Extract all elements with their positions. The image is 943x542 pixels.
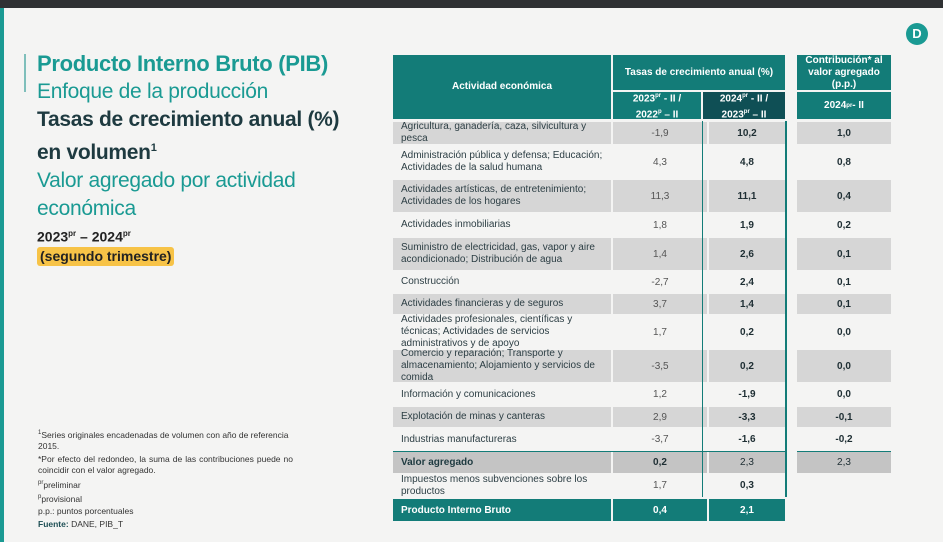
contribution-cell: 0,1 — [797, 238, 891, 270]
header-growth-2023: $2023^{pr}$ - II / 2022$^p$ – II — [613, 92, 701, 119]
slide-edge-accent — [0, 8, 4, 542]
header-contribution-2024: 2024 pr - II — [797, 92, 891, 119]
table-row: Agricultura, ganadería, caza, silvicultura y pesca -1,9 10,2 — [393, 122, 785, 144]
table-row: Comercio y reparación; Transporte y almacenamiento; Alojamiento y servicios de comida -3,5 0,2 — [393, 350, 785, 382]
table-row: Construcción -2,7 2,4 — [401, 276, 754, 288]
contribution-cell: 1,0 — [797, 122, 891, 144]
contribution-cell: 0,0 — [837, 326, 851, 338]
contribution-cell: -0,2 — [835, 434, 853, 445]
contribution-cell: -0,1 — [797, 407, 891, 427]
contribution-cell-total: 2,3 — [797, 452, 891, 473]
quarter-badge: (segundo trimestre) — [37, 247, 174, 266]
dane-logo-icon: D — [906, 23, 928, 45]
footnote-rounding: *Por efecto del redondeo, la suma de las contribuciones puede no coincidir con el valor agregado. — [38, 453, 293, 476]
footnotes — [38, 428, 293, 531]
footnote-pp: p.p.: puntos porcentuales — [38, 506, 134, 517]
table-row: Actividades financieras y de seguros 3,7 1,4 — [393, 294, 785, 314]
page-title: Producto Interno Bruto (PIB) — [37, 51, 329, 76]
contribution-cell: 0,1 — [837, 276, 851, 288]
footnote-provisional: $^p$provisional — [38, 493, 82, 504]
contribution-cell: 0,1 — [797, 294, 891, 314]
table-row: Explotación de minas y canteras 2,9 -3,3 — [393, 407, 785, 427]
table-row-pib: Producto Interno Bruto 0,4 2,1 — [393, 499, 785, 521]
footnote-preliminar: $^{pr}$preliminar — [38, 479, 81, 490]
header-growth: Tasas de crecimiento anual (%) — [613, 55, 785, 90]
subtitle-value-added: Valor agregado por actividad económica — [37, 169, 296, 220]
table-row: Información y comunicaciones 1,2 -1,9 — [401, 388, 756, 400]
column-divider — [702, 121, 703, 497]
contribution-cell: 0,0 — [837, 389, 851, 400]
title-block — [37, 50, 367, 266]
table-row: Actividades inmobiliarias 1,8 1,9 — [401, 219, 754, 231]
header-contribution: Contribución* al valor agregado (p.p.) — [797, 55, 891, 90]
period-label: $2023^{pr} - 2024^{pr}$ — [37, 228, 131, 245]
footnote-1: $^1$Series originales encadenadas de volumen con año de referencia 2015. — [38, 429, 289, 452]
table-row: Administración pública y defensa; Educación; Actividades de la salud humana 4,3 4,8 — [401, 150, 754, 173]
top-bar — [0, 0, 943, 8]
table-row-impuestos: Impuestos menos subvenciones sobre los productos 1,7 0,3 — [401, 473, 754, 497]
column-divider — [785, 121, 787, 497]
table-row: Industrias manufactureras -3,7 -1,6 — [401, 433, 756, 445]
subtitle-approach: Enfoque de la producción — [37, 80, 268, 103]
table-row: Actividades profesionales, científicas y técnicas; Actividades de servicios administrativos y de apoyo 1,7 0,2 — [401, 314, 754, 349]
table-row-valor-agregado: Valor agregado 0,2 2,3 — [393, 452, 785, 473]
header-activity: Actividad económica — [393, 55, 611, 119]
table-row: Suministro de electricidad, gas, vapor y aire acondicionado; Distribución de agua 1,4 2,6 — [393, 238, 785, 270]
table-row: Actividades artísticas, de entretenimiento; Actividades de los hogares 11,3 11,1 — [393, 180, 785, 212]
contribution-cell: 0,2 — [837, 219, 851, 231]
header-growth-2024: $2024^{pr}$ - II / $2023^{pr}$ – II — [703, 92, 785, 119]
subtitle-rates: Tasas de crecimiento anual (%) en volumen$^1$ — [37, 108, 340, 164]
contribution-cell: 0,0 — [797, 350, 891, 382]
title-accent-bar — [24, 54, 26, 92]
contribution-cell: 0,8 — [837, 156, 851, 168]
contribution-cell: 0,4 — [797, 180, 891, 212]
footnote-source: Fuente: DANE, PIB_T — [38, 518, 124, 529]
